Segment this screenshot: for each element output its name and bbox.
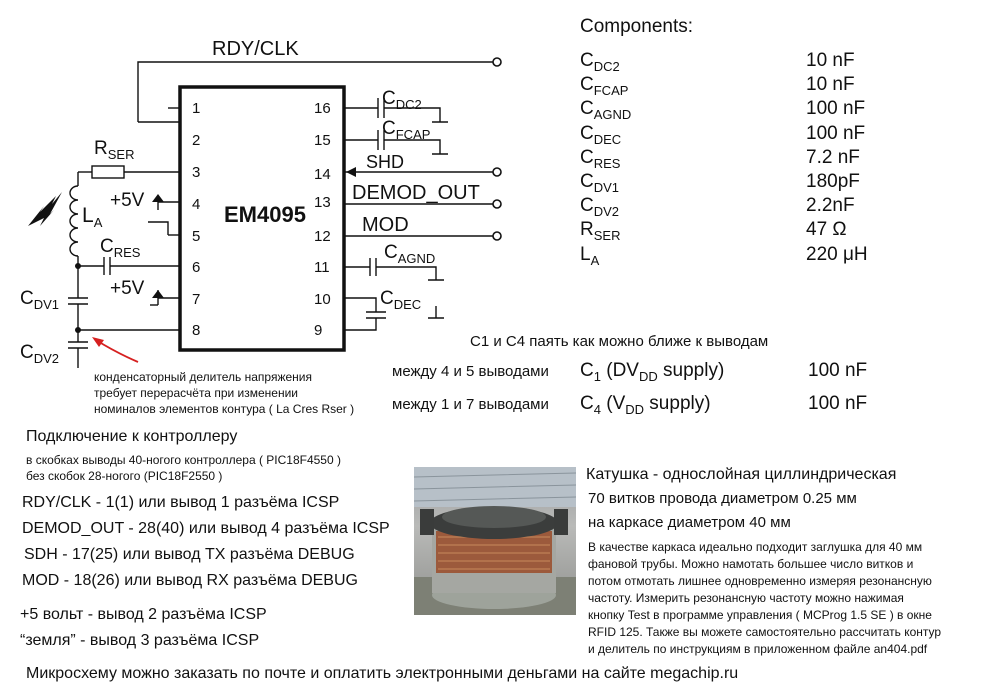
connection-line: MOD - 18(26) или вывод RX разъёма DEBUG [22,572,358,589]
cagnd-capacitor [370,258,376,276]
cdec-label: $C_{DEC}$ [380,288,422,312]
component-name: $C_{FCAP}$ [580,74,629,98]
pin-right-16: 16 [314,100,331,117]
coil-note-line: RFID 125. Также вы можете самостоятельно рассчитать контур [588,625,942,639]
divider-note-line: требует перерасчёта при изменении [94,386,298,400]
rdy-clk-label: RDY/CLK [212,38,299,60]
cfcap-label: $C_{FCAP}$ [382,118,431,142]
plus5v-label-b: +5V [110,278,145,299]
component-name: $L_A$ [580,243,600,268]
pin-left-7: 7 [192,291,201,308]
connection-subnote-2: без скобок 28-ногого (PIC18F2550 ) [26,469,223,483]
lightning-icon [28,192,62,226]
shd-arrow [346,167,356,177]
cdc2-label: $C_{DC2}$ [382,88,422,112]
chip-name: EM4095 [224,202,306,227]
connection-line: DEMOD_OUT - 28(40) или вывод 4 разъёма ICSP [22,520,390,537]
plus5v-label-a: +5V [110,190,145,211]
rdy-clk-terminal [493,58,501,66]
footer-text: Микросхему можно заказать по почте и оплатить электронными деньгами на сайте megachip.ru [26,665,739,682]
supply-cap: $C_4$ ($V_{DD}$ supply) [580,393,711,417]
shd-terminal [493,168,501,176]
component-value: 47 Ω [806,219,847,241]
component-value: 100 nF [806,122,866,144]
pin-right-14: 14 [314,166,331,183]
supply-value: 100 nF [808,393,868,414]
demod-out-label: DEMOD_OUT [352,182,480,204]
supply-value: 100 nF [808,360,868,381]
cdec-capacitor [366,312,386,318]
component-name: $R_{SER}$ [580,219,621,244]
pin-left-2: 2 [192,132,201,149]
red-arrow [96,340,138,362]
component-value: 100 nF [806,98,866,120]
component-value: 10 nF [806,50,855,71]
cdv2-label: $C_{DV2}$ [20,342,60,366]
supply-where: между 4 и 5 выводами [392,363,549,380]
connection-line: SDH - 17(25) или вывод TX разъёма DEBUG [24,546,355,563]
component-name: $C_{DC2}$ [580,50,620,74]
divider-note-line: номиналов элементов контура ( La Cres Rser ) [94,402,355,416]
pin-left-1: 1 [192,100,201,117]
divider-note-line: конденсаторный делитель напряжения [94,370,312,384]
rser-label: $R_{SER}$ [94,138,135,162]
mod-label: MOD [362,214,409,236]
coil-photo [414,467,576,615]
coil-note-line: потом отмотать лишнее одновременно измеряя резонансную [588,574,932,588]
pin-left-4: 4 [192,196,201,213]
cres-label: $C_{RES}$ [100,236,141,260]
component-name: $C_{AGND}$ [580,98,632,123]
component-name: $C_{DV2}$ [580,195,620,219]
demod-out-terminal [493,200,501,208]
plus5v-arrow-b [152,290,164,298]
coil-note-line: В качестве каркаса идеально подходит заглушка для 40 мм [588,540,923,554]
pin-right-10: 10 [314,291,331,308]
coil-note-line: кнопку Test в программе управления ( MCProg 1.5 SE ) в окне [588,608,932,622]
supply-where: между 1 и 7 выводами [392,396,549,413]
coil-note-line: фановой трубы. Можно намотать большее число витков и [588,557,914,571]
mod-terminal [493,232,501,240]
connection-subnote-1: в скобках выводы 40-ногого контроллера ( PIC18F4550 ) [26,453,341,467]
supply-cap: $C_1$ ($DV_{DD}$ supply) [580,360,725,384]
pin-left-8: 8 [192,322,201,339]
la-coil [70,186,78,256]
cdv2-capacitor [68,342,88,348]
rser-resistor [92,166,124,178]
coil-line-1: 70 витков провода диаметром 0.25 мм [588,490,857,507]
power-line-2: “земля” - вывод 3 разъёма ICSP [20,632,260,649]
connection-line: RDY/CLK - 1(1) или вывод 1 разъёма ICSP [22,494,340,511]
components-title: Components: [580,16,694,37]
supply-note: C1 и C4 паять как можно ближе к выводам [470,333,769,350]
coil-note-line: частоту. Измерить резонансную частоту можно нажимая [588,591,904,605]
component-name: $C_{DV1}$ [580,171,620,195]
coil-line-2: на каркасе диаметром 40 мм [588,514,791,531]
pin-right-11: 11 [314,259,330,276]
pin-left-5: 5 [192,228,201,245]
pin-left-6: 6 [192,259,201,276]
pin-left-3: 3 [192,164,201,181]
cagnd-label: $C_{AGND}$ [384,242,436,266]
component-name: $C_{DEC}$ [580,122,622,147]
pin-right-15: 15 [314,132,331,149]
pin-right-9: 9 [314,322,323,339]
component-value: 10 nF [806,74,855,96]
component-value: 220 μH [806,243,868,265]
cdv1-label: $C_{DV1}$ [20,288,60,312]
coil-note-line: и делитель по инструкциям в приложенном файле an404.pdf [588,642,928,656]
component-value: 7.2 nF [806,146,860,168]
la-label: $L_A$ [82,204,103,231]
component-value: 180pF [806,171,860,192]
coil-title: Катушка - однослойная циллиндрическая [586,466,897,483]
connection-title: Подключение к контроллеру [26,428,238,445]
power-line-1: +5 вольт - вывод 2 разъёма ICSP [20,606,267,623]
pin-right-13: 13 [314,194,331,211]
component-value: 2.2nF [806,195,855,217]
component-name: $C_{RES}$ [580,146,621,171]
shd-label: SHD [366,152,405,172]
pin-right-12: 12 [314,228,331,245]
cdv1-capacitor [68,298,88,304]
plus5v-arrow-a [152,194,164,202]
